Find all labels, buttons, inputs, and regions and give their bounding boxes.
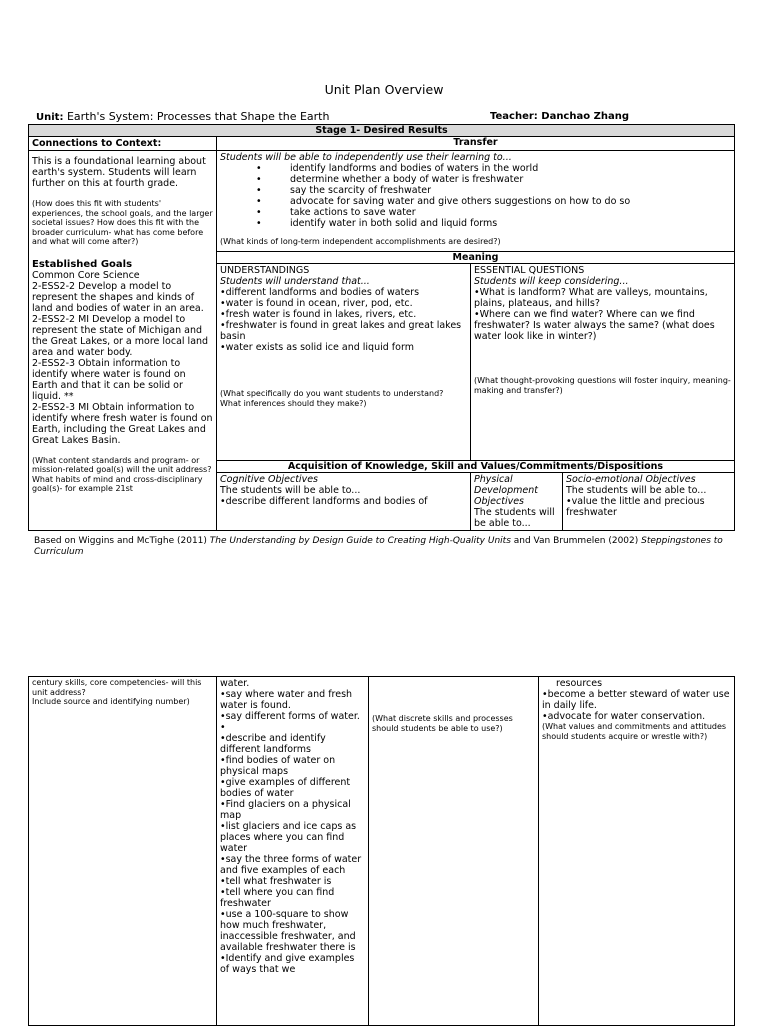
acquisition-heading: Acquisition of Knowledge, Skill and Values/Commitments/Dispositions <box>217 461 735 473</box>
bullet-icon: • <box>220 887 226 898</box>
transfer-item: • say the scarcity of freshwater <box>220 185 731 196</box>
transfer-prompt: (What kinds of long-term independent accomplishments are desired?) <box>220 237 501 246</box>
bullet-icon: • <box>474 287 480 298</box>
teacher-name: Teacher: Danchao Zhang <box>490 111 629 122</box>
page-2 <box>0 676 768 1024</box>
cognitive-item: •tell what freshwater is <box>220 876 332 887</box>
unit-value: Earth's System: Processes that Shape the Earth <box>66 110 330 123</box>
bullet-icon: • <box>220 298 226 309</box>
bullet-icon: • <box>220 953 226 964</box>
bullet-icon: • <box>474 309 480 320</box>
bullet-icon: • <box>220 777 226 788</box>
connections-prompt: (How does this fit with students' experiences, the school goals, and the larger societal issues? How does this fit with the broader curriculum- what has come before and what will come after?) <box>32 199 213 246</box>
book-title-2: Steppingstones to Curriculum <box>34 536 723 557</box>
meaning-heading: Meaning <box>217 252 735 264</box>
transfer-item: • take actions to save water <box>220 207 731 218</box>
bullet-icon: • <box>220 821 226 832</box>
bullet-icon: • <box>220 342 226 353</box>
socio-item: •value the little and precious freshwater <box>566 496 705 518</box>
understanding-item: •water exists as solid ice and liquid form <box>220 342 414 353</box>
bullet-icon: • <box>220 722 226 733</box>
socio-item: resources <box>556 678 603 689</box>
goals-line: 2-ESS2-3 MI Obtain information to identify where fresh water is found on Earth, including the Great Lakes and Great Lakes Basin. <box>32 401 213 446</box>
goals-line: 2-ESS2-2 MI Develop a model to represent the state of Michigan and the Great Lakes, or a more local land area and water body. <box>32 313 209 358</box>
transfer-item: • identify water in both solid and liquid forms <box>220 218 731 229</box>
understandings-intro: Students will understand that... <box>220 276 370 287</box>
physical-cell-continued <box>369 677 539 1026</box>
physical-intro: The students will be able to... <box>474 507 555 529</box>
cognitive-item: •find bodies of water on physical maps <box>220 755 336 777</box>
connections-label: Connections to Context: <box>29 137 217 151</box>
unit-row <box>36 110 736 123</box>
cognitive-item: •use a 100-square to show how much freshwater, inaccessible freshwater, and available freshwater there is <box>220 909 356 953</box>
understanding-item: •fresh water is found in lakes, rivers, etc. <box>220 309 417 320</box>
understanding-item: •water is found in ocean, river, pod, etc. <box>220 298 413 309</box>
footnote: Based on Wiggins and McTighe (2011) The Understanding by Design Guide to Creating High-Quality Units and Van Brummelen (2002) Steppingstones to Curriculum <box>34 536 723 557</box>
eq-label: ESSENTIAL QUESTIONS <box>474 265 585 276</box>
goals-prompt-continued: century skills, core competencies- will this unit address? Include source and identifying number) <box>29 677 217 1026</box>
bullet-icon: • <box>542 689 548 700</box>
transfer-list <box>220 163 731 229</box>
eq-item: •Where can we find water? Where can we find freshwater? Is water always the same? (what does water look like in winter?) <box>474 309 715 342</box>
cognitive-intro: The students will be able to... <box>220 485 361 496</box>
cognitive-cell-continued <box>217 677 369 1026</box>
goals-line: Common Core Science <box>32 269 140 281</box>
bullet-icon: • <box>220 799 226 810</box>
cognitive-label: Cognitive Objectives <box>220 474 318 485</box>
understanding-item: •freshwater is found in great lakes and great lakes basin <box>220 320 462 342</box>
stage1-table <box>28 124 735 531</box>
bullet-icon: • <box>220 309 226 320</box>
bullet-icon: • <box>220 287 226 298</box>
cognitive-item: •list glaciers and ice caps as places where you can find water <box>220 821 357 854</box>
cognitive-item: •give examples of different bodies of water <box>220 777 351 799</box>
physical-prompt: (What discrete skills and processes should students be able to use?) <box>372 714 513 733</box>
stage1-table-continued <box>28 676 735 1026</box>
eq-prompt: (What thought-provoking questions will foster inquiry, meaning- making and transfer?) <box>474 376 731 395</box>
socio-item: •advocate for water conservation. <box>542 711 706 722</box>
unit-label: Unit: <box>36 112 64 123</box>
goals-prompt: (What content standards and program- or mission-related goal(s) will the unit address? What habits of mind and cross-disciplinary goal(s)- for example 21st <box>32 455 212 493</box>
bullet-icon: • <box>220 689 226 700</box>
transfer-item: • advocate for saving water and give others suggestions on how to do so <box>220 196 731 207</box>
cognitive-item <box>220 722 365 733</box>
cognitive-item: •Identify and give examples of ways that we <box>220 953 355 975</box>
understanding-item: •different landforms and bodies of waters <box>220 287 420 298</box>
connections-text: This is a foundational learning about earth's system. Students will learn further on this at fourth grade. <box>32 156 206 189</box>
socio-cell <box>563 473 735 531</box>
bullet-icon: • <box>220 909 226 920</box>
cognitive-item: water. <box>220 678 250 689</box>
socio-cell-continued <box>539 677 735 1026</box>
understandings-cell <box>217 264 471 461</box>
transfer-item: • determine whether a body of water is freshwater <box>220 174 731 185</box>
bullet-icon: • <box>220 755 226 766</box>
bullet-icon: • <box>220 733 226 744</box>
essential-questions-cell <box>471 264 735 461</box>
bullet-icon: • <box>542 711 548 722</box>
bullet-icon: • <box>220 876 226 887</box>
cognitive-cell <box>217 473 471 531</box>
cognitive-item: •say different forms of water. <box>220 711 360 722</box>
socio-prompt: (What values and commitments and attitudes should students acquire or wrestle with?) <box>542 722 727 741</box>
stage1-heading: Stage 1- Desired Results <box>29 125 735 137</box>
cognitive-item: •say the three forms of water and five examples of each <box>220 854 362 876</box>
context-cell <box>29 151 217 531</box>
bullet-icon: • <box>566 496 572 507</box>
understandings-label: UNDERSTANDINGS <box>220 265 310 276</box>
cognitive-item: •describe and identify different landforms <box>220 733 326 755</box>
eq-item: •What is landform? What are valleys, mountains, plains, plateaus, and hills? <box>474 287 708 309</box>
cognitive-item: •describe different landforms and bodies of <box>220 496 428 507</box>
goals-line: 2-ESS2-2 Develop a model to represent the shapes and kinds of land and bodies of water in an area. <box>32 280 204 314</box>
transfer-intro: Students will be able to independently use their learning to... <box>220 152 512 163</box>
cognitive-item: •say where water and fresh water is found. <box>220 689 353 711</box>
page-title: Unit Plan Overview <box>324 82 444 97</box>
book-title-1: The Understanding by Design Guide to Creating High-Quality Units <box>209 536 511 546</box>
transfer-heading: Transfer <box>217 137 735 151</box>
goals-line: 2-ESS2-3 Obtain information to identify where water is found on Earth and that it can be solid or liquid. ** <box>32 357 186 402</box>
bullet-icon: • <box>220 854 226 865</box>
physical-label: Physical Development Objectives <box>474 474 538 507</box>
socio-item: •become a better steward of water use in daily life. <box>542 689 730 711</box>
bullet-icon: • <box>220 711 226 722</box>
socio-label: Socio-emotional Objectives <box>566 474 696 485</box>
bullet-icon: • <box>220 496 226 507</box>
cognitive-item: •Find glaciers on a physical map <box>220 799 351 821</box>
cognitive-item: •tell where you can find freshwater <box>220 887 335 909</box>
eq-intro: Students will keep considering... <box>474 276 629 287</box>
transfer-cell <box>217 151 735 252</box>
physical-cell <box>471 473 563 531</box>
understandings-prompt: (What specifically do you want students to understand? What inferences should they make?) <box>220 389 444 408</box>
socio-intro: The students will be able to... <box>566 485 707 496</box>
goals-label: Established Goals <box>32 258 133 270</box>
transfer-item: • identify landforms and bodies of waters in the world <box>220 163 731 174</box>
bullet-icon: • <box>220 320 226 331</box>
